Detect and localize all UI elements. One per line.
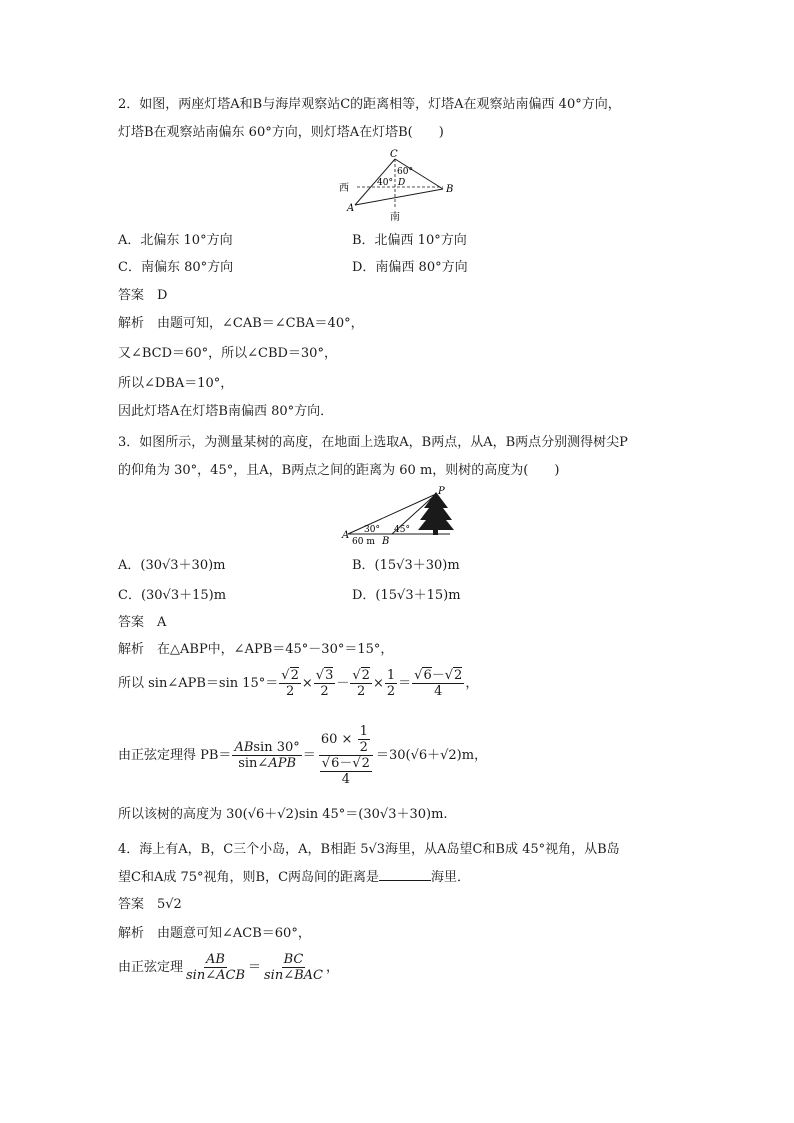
q2-option-a[interactable]: A．北偏东 10°方向	[118, 233, 233, 248]
q2-stem-line2: 灯塔B在观察站南偏东 60°方向，则灯塔A在灯塔B( )	[118, 125, 444, 140]
q4-stem-line2	[118, 868, 470, 887]
q2-option-b[interactable]: B．北偏西 10°方向	[352, 233, 467, 248]
q3-tree-figure	[340, 486, 455, 546]
q4-analysis-line2: 由正弦定理 $\frac{AB}{\text{sin∠ACB}}$ ＝ $\frac{BC}{\text{sin∠BAC}}$ ，	[118, 952, 340, 983]
q4-answer-blank[interactable]	[379, 868, 431, 881]
q2-label-angle40: 40°	[377, 178, 393, 188]
frac-pb-numeric: 60 × $\frac{1}{2}$ $\frac{√6-√2}{4}$	[317, 724, 375, 787]
q3-option-d[interactable]: D．(15√3＋15)m	[352, 588, 461, 603]
frac-ab-over-sin-acb: $\frac{AB}{\text{sin∠ACB}}$	[186, 952, 245, 983]
q2-option-d[interactable]: D．南偏西 80°方向	[352, 260, 468, 275]
q3-analysis-line3-suffix: ＝30(√6＋√2)m，	[375, 748, 488, 763]
q3-analysis-line3-prefix: 由正弦定理得 PB＝	[118, 748, 232, 763]
frac-bc-over-sin-bac: $\frac{BC}{\text{sin∠BAC}}$	[264, 952, 323, 983]
q3-label-a: A	[342, 530, 350, 541]
q2-label-angle60: 60°	[397, 167, 413, 177]
q4-analysis-line2-prefix: 由正弦定理	[118, 960, 184, 975]
q2-stem-line1: 2．如图，两座灯塔A和B与海岸观察站C的距离相等，灯塔A在观察站南偏西 40°方向，	[118, 97, 621, 112]
q3-label-angle30: 30°	[364, 525, 380, 535]
q3-stem-line1: 3．如图所示，为测量某树的高度，在地面上选取A，B两点，从A，B两点分别测得树尖P	[118, 435, 628, 450]
q3-analysis-line1: 解析 在△ABP中，∠APB＝45°－30°＝15°，	[118, 642, 394, 657]
frac-1-over-2: $\frac{1}{2}$	[386, 668, 396, 699]
q2-label-b: B	[446, 184, 454, 195]
q2-label-south: 南	[390, 212, 400, 223]
frac-sqrt3-over-2: $\frac{√3}{2}$	[315, 668, 334, 699]
q2-line-ab	[355, 189, 443, 205]
q3-analysis-line2-prefix: 所以 sin∠APB＝sin 15°＝	[118, 676, 279, 691]
q2-analysis-line2: 又∠BCD＝60°，所以∠CBD＝30°，	[118, 346, 337, 361]
q2-answer: 答案 D	[118, 288, 168, 303]
q3-analysis-line2: 所以 sin∠APB＝sin 15°＝ $\frac{√2}{2}$ × $\frac{√3}{2}$ － $\frac{√2}{2}$ × $\frac{1}{2}$ ＝ $\frac{√6-√2}{4}$ ，	[118, 668, 479, 699]
q3-answer: 答案 A	[118, 615, 167, 630]
q3-label-p: P	[438, 486, 445, 497]
frac-sqrt2-over-2-b: $\frac{√2}{2}$	[352, 668, 370, 699]
q2-analysis-line1: 解析 由题可知，∠CAB＝∠CBA＝40°，	[118, 316, 364, 331]
q4-stem-line2-prefix: 望C和A成 75°视角，则B，C两岛间的距离是	[118, 870, 380, 885]
q2-analysis-line4: 因此灯塔A在灯塔B南偏西 80°方向．	[118, 404, 334, 419]
q3-stem-line2: 的仰角为 30°，45°，且A，B两点之间的距离为 60 m，则树的高度为( )	[118, 463, 560, 478]
q3-option-a[interactable]: A．(30√3＋30)m	[118, 558, 226, 573]
q4-analysis-line1: 解析 由题意可知∠ACB＝60°，	[118, 926, 311, 941]
q2-label-c: C	[390, 149, 398, 160]
frac-sqrt2-over-2: $\frac{√2}{2}$	[281, 668, 299, 699]
q2-analysis-line3: 所以∠DBA＝10°，	[118, 376, 234, 391]
q3-label-angle45: 45°	[394, 525, 410, 535]
q2-label-d: D	[398, 178, 406, 188]
q3-analysis-line3: 由正弦定理得 PB＝ $\frac{ABsin 30^\circ}{\text{sin∠APB}}$ ＝ 60 × $\frac{1}{2}$ $\frac{√6-√2}{4}$ ＝30(√6＋√2)m，	[118, 724, 488, 787]
q2-label-west: 西	[339, 183, 349, 194]
q3-analysis-line4: 所以该树的高度为 30(√6＋√2)sin 45°＝(30√3＋30)m.	[118, 807, 448, 822]
q3-tree-trunk	[433, 529, 438, 535]
q3-label-distance: 60 m	[352, 537, 375, 546]
q2-label-a: A	[347, 203, 355, 214]
q4-stem-line2-suffix: 海里．	[431, 870, 471, 885]
frac-pb-sine: $\frac{ABsin 30^\circ}{\text{sin∠APB}}$	[234, 740, 300, 771]
q2-lighthouse-figure	[335, 147, 465, 223]
q3-option-c[interactable]: C．(30√3＋15)m	[118, 588, 227, 603]
q3-option-b[interactable]: B．(15√3＋30)m	[352, 558, 460, 573]
frac-sqrt6-minus-sqrt2-over-4: $\frac{√6-√2}{4}$	[414, 668, 463, 699]
q4-stem-line1: 4．海上有A，B，C三个小岛，A，B相距 5√3海里，从A岛望C和B成 45°视角，从B岛	[118, 842, 620, 857]
q3-tree-icon	[418, 492, 454, 530]
q3-label-b: B	[382, 536, 390, 546]
q2-option-c[interactable]: C．南偏东 80°方向	[118, 260, 234, 275]
q4-answer: 答案 5√2	[118, 897, 182, 912]
